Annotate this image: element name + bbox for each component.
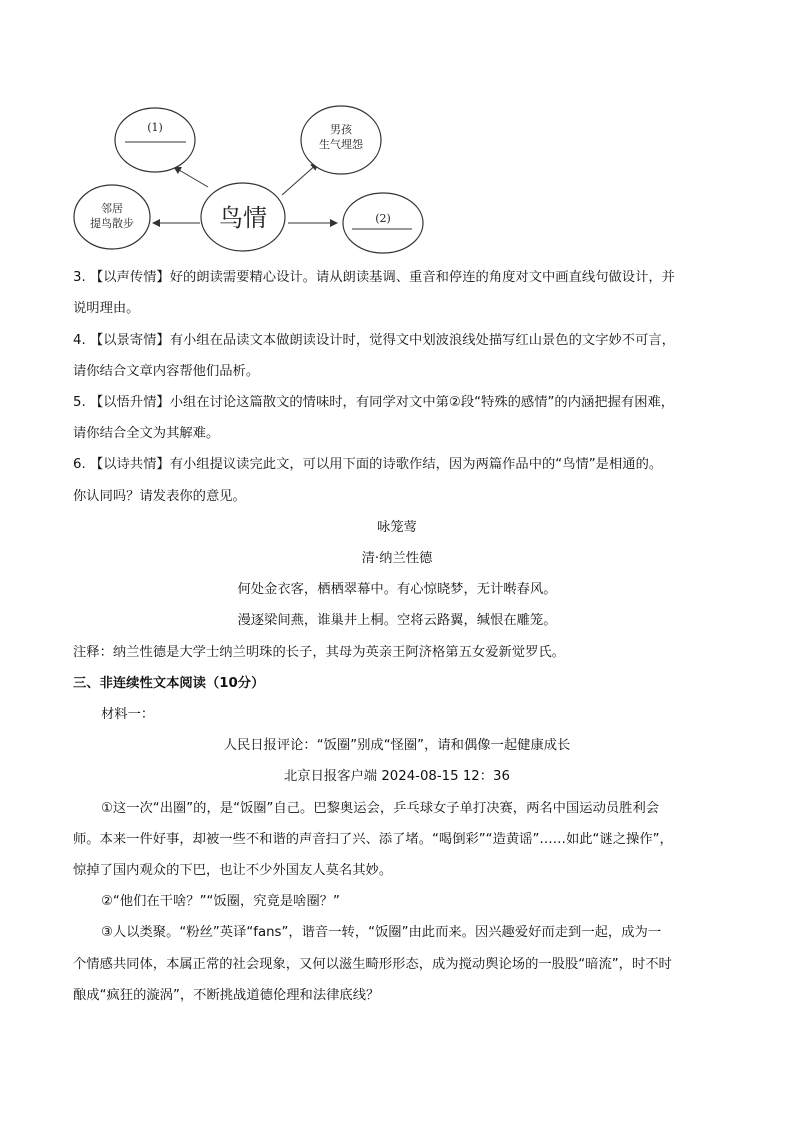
node-top-right-line1: 男孩: [330, 123, 352, 136]
node-bottom-left-line1: 邻居: [101, 202, 123, 215]
paragraph-3-line-1: ③人以类聚。“粉丝”英译“fans”，谐音一转，“饭圈”由此而来。因兴趣爱好而走到一起，成为一: [101, 925, 662, 940]
article-source: 北京日报客户端 2024-08-15 12：36: [284, 769, 510, 784]
paragraph-2: ②“他们在干啥？”“饭圈，究竟是啥圈？”: [101, 894, 340, 909]
paragraph-1-line-1: ①这一次“出圈”的，是“饭圈”自己。巴黎奥运会，乒乓球女子单打决赛，两名中国运动员胜利会: [101, 801, 660, 816]
paragraph-3-line-2: 个情感共同体，本属正常的社会现象，又何以滋生畸形形态，成为搅动舆论场的一股股“暗流”，时不时: [73, 957, 672, 972]
paragraph-1-line-3: 惊掉了国内观众的下巴，也让不少外国友人莫名其妙。: [73, 863, 393, 878]
diagram-svg: [60, 95, 440, 265]
node-center-label: 鸟情: [219, 204, 267, 232]
question-6-line-1: 6. 【以诗共情】有小组提议读完此文，可以用下面的诗歌作结，因为两篇作品中的“鸟情”是相通的。: [73, 457, 663, 472]
question-5-line-2: 请你结合全文为其解难。: [73, 426, 220, 441]
poem-note: 注释：纳兰性德是大学士纳兰明珠的长子，其母为英亲王阿济格第五女爱新觉罗氏。: [73, 645, 565, 660]
arrow-top-right: [282, 163, 318, 195]
paragraph-1-line-2: 师。本来一件好事，却被一些不和谐的声音扫了兴、添了堵。“喝倒彩”“造黄谣”……如此“谜之操作”，: [73, 832, 673, 847]
bird-emotion-diagram: [60, 95, 440, 265]
question-4-line-2: 请你结合文章内容帮他们品析。: [73, 364, 260, 379]
material-label: 材料一：: [101, 707, 155, 722]
question-3-line-2: 说明理由。: [73, 301, 140, 316]
question-3-line-1: 3. 【以声传情】好的朗读需要精心设计。请从朗读基调、重音和停连的角度对文中画直线句做设计，并: [73, 270, 675, 285]
node-top-left: [115, 108, 195, 172]
node-top-left-label: (1): [147, 121, 163, 134]
node-bottom-left-line2: 提鸟散步: [90, 217, 134, 230]
poem-line-2: 漫逐梁间燕，谁巢井上桐。空将云路翼，缄恨在雕笼。: [237, 613, 557, 628]
arrow-top-left: [174, 167, 208, 187]
node-bottom-right-label: (2): [375, 212, 391, 225]
poem-line-1: 何处金衣客，栖栖翠幕中。有心惊晓梦，无计啭春风。: [237, 582, 557, 597]
poem-title: 咏笼莺: [377, 520, 417, 535]
node-top-right-line2: 生气埋怨: [319, 138, 363, 151]
article-title: 人民日报评论：“饭圈”别成“怪圈”，请和偶像一起健康成长: [223, 738, 571, 753]
paragraph-3-line-3: 酿成“疯狂的漩涡”，不断挑战道德伦理和法律底线？: [73, 988, 380, 1003]
question-6-line-2: 你认同吗？请发表你的意见。: [73, 489, 246, 504]
section-3-heading: 三、非连续性文本阅读（10分）: [73, 676, 265, 691]
question-4-line-1: 4. 【以景寄情】有小组在品读文本做朗读设计时，觉得文中划波浪线处描写红山景色的文字妙不可言，: [73, 333, 675, 348]
poem-author: 清·纳兰性德: [361, 551, 433, 566]
question-5-line-1: 5. 【以悟升情】小组在讨论这篇散文的情味时，有同学对文中第②段“特殊的感情”的内涵把握有困难，: [73, 395, 675, 410]
